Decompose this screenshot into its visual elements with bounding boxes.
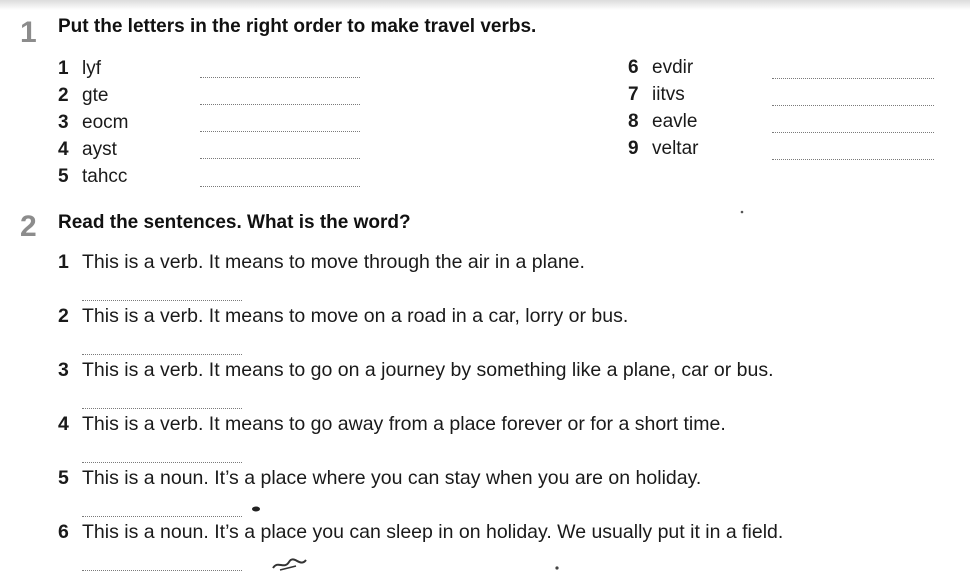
sentence-2: [58, 307, 628, 327]
sentence-number: 6: [58, 521, 69, 543]
item-number: 4: [58, 139, 69, 160]
sentence-text: This is a verb. It means to move through the air in a plane.: [82, 251, 585, 273]
sentence-number: 5: [58, 467, 69, 489]
scramble-item-7: [628, 85, 685, 104]
top-shadow: [0, 0, 970, 10]
sentence-text: This is a verb. It means to go on a journey by something like a plane, car or bus.: [82, 359, 774, 381]
sentence-6: [58, 523, 783, 543]
sentence-text: This is a verb. It means to go away from a place forever or for a short time.: [82, 413, 726, 435]
scrambled-word: evdir: [652, 57, 694, 78]
ink-smudge: [246, 504, 266, 514]
sentence-number: 4: [58, 413, 69, 435]
scramble-item-4: [58, 140, 117, 159]
sentence-text: This is a noun. It’s a place you can sleep in on holiday. We usually put it in a field.: [82, 521, 784, 543]
scramble-item-9: [628, 139, 698, 158]
item-number: 6: [628, 57, 639, 78]
scrambled-word: tahcc: [82, 166, 128, 187]
answer-line[interactable]: [200, 77, 360, 78]
answer-line[interactable]: [82, 462, 242, 463]
ink-dot: [738, 208, 746, 216]
answer-line[interactable]: [82, 354, 242, 355]
sentence-3: [58, 361, 774, 381]
scramble-item-8: [628, 112, 697, 131]
sentence-number: 3: [58, 359, 69, 381]
item-number: 1: [58, 58, 69, 79]
item-number: 8: [628, 111, 639, 132]
answer-line[interactable]: [772, 159, 934, 160]
sentence-4: [58, 415, 726, 435]
ink-scribble: [270, 556, 310, 574]
answer-line[interactable]: [772, 78, 934, 79]
answer-line[interactable]: [772, 105, 934, 106]
scramble-item-2: [58, 86, 108, 105]
answer-line[interactable]: [82, 570, 242, 571]
exercise-2-instruction: Read the sentences. What is the word?: [58, 212, 411, 233]
scramble-item-3: [58, 113, 128, 132]
exercise-2-number: 2: [20, 210, 37, 243]
scramble-item-1: [58, 59, 101, 78]
sentence-text: This is a noun. It’s a place where you can stay when you are on holiday.: [82, 467, 702, 489]
scramble-item-6: [628, 58, 693, 77]
sentence-number: 2: [58, 305, 69, 327]
scrambled-word: eocm: [82, 112, 129, 133]
answer-line[interactable]: [772, 132, 934, 133]
item-number: 7: [628, 84, 639, 105]
item-number: 9: [628, 138, 639, 159]
answer-line[interactable]: [82, 408, 242, 409]
scramble-item-5: [58, 167, 127, 186]
scrambled-word: lyf: [82, 58, 101, 79]
exercise-1-number: 1: [20, 16, 37, 49]
item-number: 2: [58, 85, 69, 106]
item-number: 5: [58, 166, 69, 187]
scrambled-word: gte: [82, 85, 109, 106]
exercise-1-instruction: Put the letters in the right order to make travel verbs.: [58, 16, 537, 37]
sentence-text: This is a verb. It means to move on a road in a car, lorry or bus.: [82, 305, 629, 327]
scrambled-word: veltar: [652, 138, 699, 159]
scrambled-word: eavle: [652, 111, 698, 132]
answer-line[interactable]: [200, 104, 360, 105]
answer-line[interactable]: [82, 300, 242, 301]
ink-dot: [553, 564, 561, 572]
scrambled-word: ayst: [82, 139, 117, 160]
scrambled-word: iitvs: [652, 84, 685, 105]
answer-line[interactable]: [200, 131, 360, 132]
answer-line[interactable]: [82, 516, 242, 517]
sentence-number: 1: [58, 251, 69, 273]
answer-line[interactable]: [200, 186, 360, 187]
sentence-1: [58, 253, 585, 273]
answer-line[interactable]: [200, 158, 360, 159]
item-number: 3: [58, 112, 69, 133]
sentence-5: [58, 469, 701, 489]
